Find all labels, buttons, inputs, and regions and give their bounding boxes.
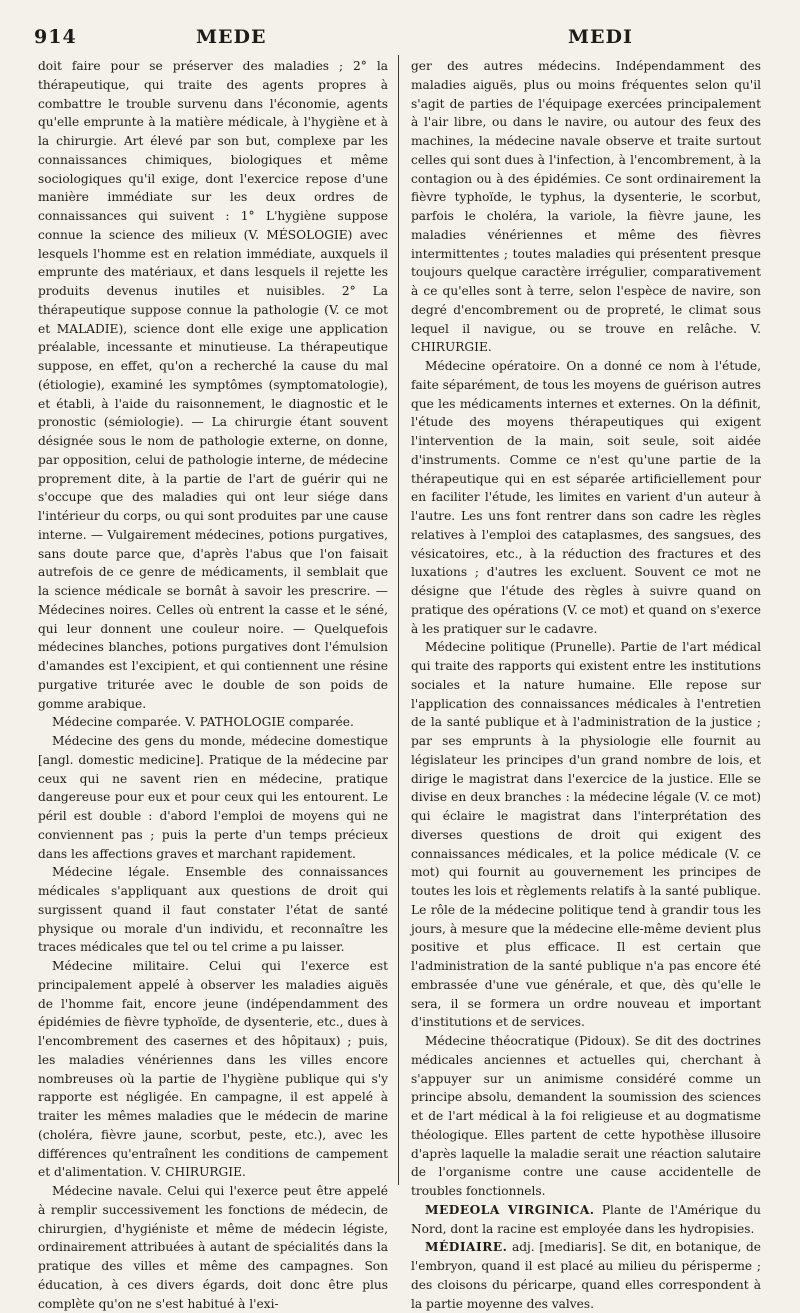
entry-medecine-domestique: Médecine des gens du monde, médecine domestique [angl. domestic medicine]. Pratique de la médecine par ceux qui ne savent rien en médecine, pratique dangereuse pour eux et pour ceux qui les entourent. Le péril est double : d'abord l'emploi de moyens qui ne conviennent pas ; puis la perte d'un temps précieux dans les affections graves et marchant rapidement. <box>38 734 388 861</box>
right-running-head: MEDI <box>568 26 633 48</box>
headword: MÉDIAIRE. <box>425 1240 508 1255</box>
page-number: 914 <box>34 26 77 48</box>
definition: Plante de l'Amérique du Nord, dont la racine est employée dans les hydropisies. <box>411 1202 761 1236</box>
entry-medecine-operatoire: Médecine opératoire. On a donné ce nom à l'étude, faite séparément, de tous les moyens de guérison autres que les médicaments internes et externes. On la définit, l'étude des moyens thérapeutiques qui exigent l'intervention de la main, soit seule, soit aidée d'instruments. Comme ce n'est qu'une partie de la thérapeutique qui en est séparée artificiellement pour en faciliter l'étude, les limites en varient d'un auteur à l'autre. Les uns font rentrer dans son cadre les règles relatives à l'emploi des cataplasmes, des sangsues, des vésicatoires, etc., à la réduction des fractures et des luxations ; d'autres les excluent. Souvent ce mot ne désigne que l'étude des règles à suivre quand on pratique des opérations (V. ce mot) et quand on s'exerce à les pratiquer sur le cadavre. <box>411 359 761 636</box>
entry-medecine-theocratique: Médecine théocratique (Pidoux). Se dit des doctrines médicales anciennes et actuelles qui, cherchant à s'appuyer sur un animisme considéré comme un principe absolu, demandent la soumission des sciences et de l'art médical à la foi religieuse et au dogmatisme théologique. Elles partent de cette hypothèse illusoire d'après laquelle la maladie serait une réaction salutaire de l'organisme contre une cause accidentelle de troubles fonctionnels. <box>411 1034 761 1198</box>
headword: MEDEOLA VIRGINICA. <box>425 1202 595 1217</box>
definition: adj. [mediaris]. Se dit, en botanique, de l'embryon, quand il est placé au milieu du périsperme ; des cloisons du péricarpe, quand elles correspondent à la partie moyenne des valves. <box>411 1240 761 1311</box>
left-column <box>38 57 388 1313</box>
entry-medecine-militaire: Médecine militaire. Celui qui l'exerce est principalement appelé à observer les maladies aiguës de l'homme fait, encore jeune (indépendamment des épidémies de fièvre typhoïde, de dysenterie, etc., dues à l'encombrement des casernes et des hôpitaux) ; puis, les maladies vénériennes dans les villes encore nombreuses où la partie de l'hygiène publique qui s'y rapporte est négligée. En campagne, il est appelé à traiter les mêmes maladies que le médecin de marine (choléra, fièvre jaune, scorbut, peste, etc.), avec les différences qu'entraînent les conditions de campement et d'alimentation. V. CHIRURGIE. <box>38 959 388 1180</box>
running-header <box>0 26 800 50</box>
entry-medecine-navale-continued: ger des autres médecins. Indépendamment des maladies aiguës, plus ou moins fréquentes selon qu'il s'agit de parties de l'équipage exercées principalement à l'air libre, ou dans le navire, ou autour des feux des machines, la médecine navale observe et traite surtout celles qui sont dues à l'infection, à l'encombrement, à la contagion ou à des épidémies. Ce sont ordinairement la fièvre typhoïde, le typhus, la dysenterie, le scorbut, parfois le choléra, la variole, la fièvre jaune, les maladies vénériennes et même des fièvres intermittentes ; toutes maladies qui présentent presque toujours quelque caractère irrégulier, comparativement à ce qu'elles sont à terre, selon l'espèce de navire, son degré d'encombrement ou de propreté, le climat sous lequel il navigue, ou se trouve en relâche. V. CHIRURGIE. <box>411 59 761 355</box>
left-running-head: MEDE <box>196 26 267 48</box>
entry-medecine-legale: Médecine légale. Ensemble des connaissances médicales s'appliquant aux questions de droit qui surgissent quand il faut constater l'état de santé physique ou morale d'un individu, et reconnaître les traces médicales que tel ou tel crime a pu laisser. <box>38 865 388 955</box>
entry-mediaire <box>411 1238 761 1313</box>
entry-medecine-continued: doit faire pour se préserver des maladies ; 2° la thérapeutique, qui traite des agents propres à combattre le trouble survenu dans l'économie, agents qu'elle emprunte à la matière médicale, à l'hygiène et à la chirurgie. Art élevé par son but, complexe par les connaissances chimiques, biologiques et même sociologiques qu'il exige, dont l'exercice repose d'une manière immédiate sur les deux ordres de connaissances qui suivent : 1° L'hygiène suppose connue la science des milieux (V. MÉSOLOGIE) avec lesquels l'homme est en relation immédiate, auxquels il emprunte des matériaux, et dans lesquels il rejette les produits devenus inutiles et nuisibles. 2° La thérapeutique suppose connue la pathologie (V. ce mot et MALADIE), science dont elle exige une application préalable, incessante et minutieuse. La thérapeutique suppose, en effet, qu'on a recherché la cause du mal (étiologie), examiné les symptômes (symptomatologie), et établi, à l'aide du raisonnement, le diagnostic et le pronostic (sémiologie). — La chirurgie étant souvent désignée sous le nom de pathologie externe, on donne, par opposition, celui de pathologie interne, de médecine proprement dite, à la partie de l'art de guérir qui ne s'occupe que des maladies qui ont leur siége dans l'intérieur du corps, ou qui sont produites par une cause interne. — Vulgairement médecines, potions purgatives, sans doute parce que, d'après l'abus que l'on faisait autrefois de ce genre de médicaments, il semblait que la science médicale se bornât à savoir les prescrire. — Médecines noires. Celles où entrent la casse et le séné, qui leur donnent une couleur noire. — Quelquefois médecines blanches, potions purgatives dont l'émulsion d'amandes est l'excipient, et qui contiennent une résine purgative triturée avec le double de son poids de gomme arabique. <box>38 59 388 711</box>
entry-medeola-virginica <box>411 1201 761 1239</box>
entry-medecine-politique: Médecine politique (Prunelle). Partie de l'art médical qui traite des rapports qui existent entre les institutions sociales et la nature humaine. Elle repose sur l'application des connaissances médicales à l'entretien de la santé publique et à l'administration de la justice ; par ses emprunts à la physiologie elle fournit au législateur les principes d'un grand nombre de lois, et dirige le magistrat dans l'exercice de la justice. Elle se divise en deux branches : la médecine légale (V. ce mot) qui éclaire le magistrat dans l'interprétation des diverses questions de droit qui exigent des connaissances médicales, et la police médicale (V. ce mot) qui fournit au gouvernement les principes de toutes les lois et règlements relatifs à la santé publique. Le rôle de la médecine politique tend à grandir tous les jours, à mesure que la médecine elle-même devient plus positive et plus efficace. Il est certain que l'administration de la santé publique n'a pas encore été embrassée d'une vue générale, et que, dès qu'elle le sera, il se formera un ordre nouveau et important d'institutions et de services. <box>411 640 761 1030</box>
column-divider <box>398 55 399 1185</box>
entry-medecine-navale: Médecine navale. Celui qui l'exerce peut être appelé à remplir successivement les fonctions de médecin, de chirurgien, d'hygiéniste et même de médecin légiste, ordinairement attribuées à autant de spécialités dans la pratique des villes et même des campagnes. Son éducation, à ces divers égards, doit donc être plus complète qu'on ne s'est habitué à l'exi- <box>38 1184 388 1311</box>
right-column <box>411 57 761 1313</box>
entry-medecine-comparee: Médecine comparée. V. PATHOLOGIE comparée. <box>52 715 354 730</box>
